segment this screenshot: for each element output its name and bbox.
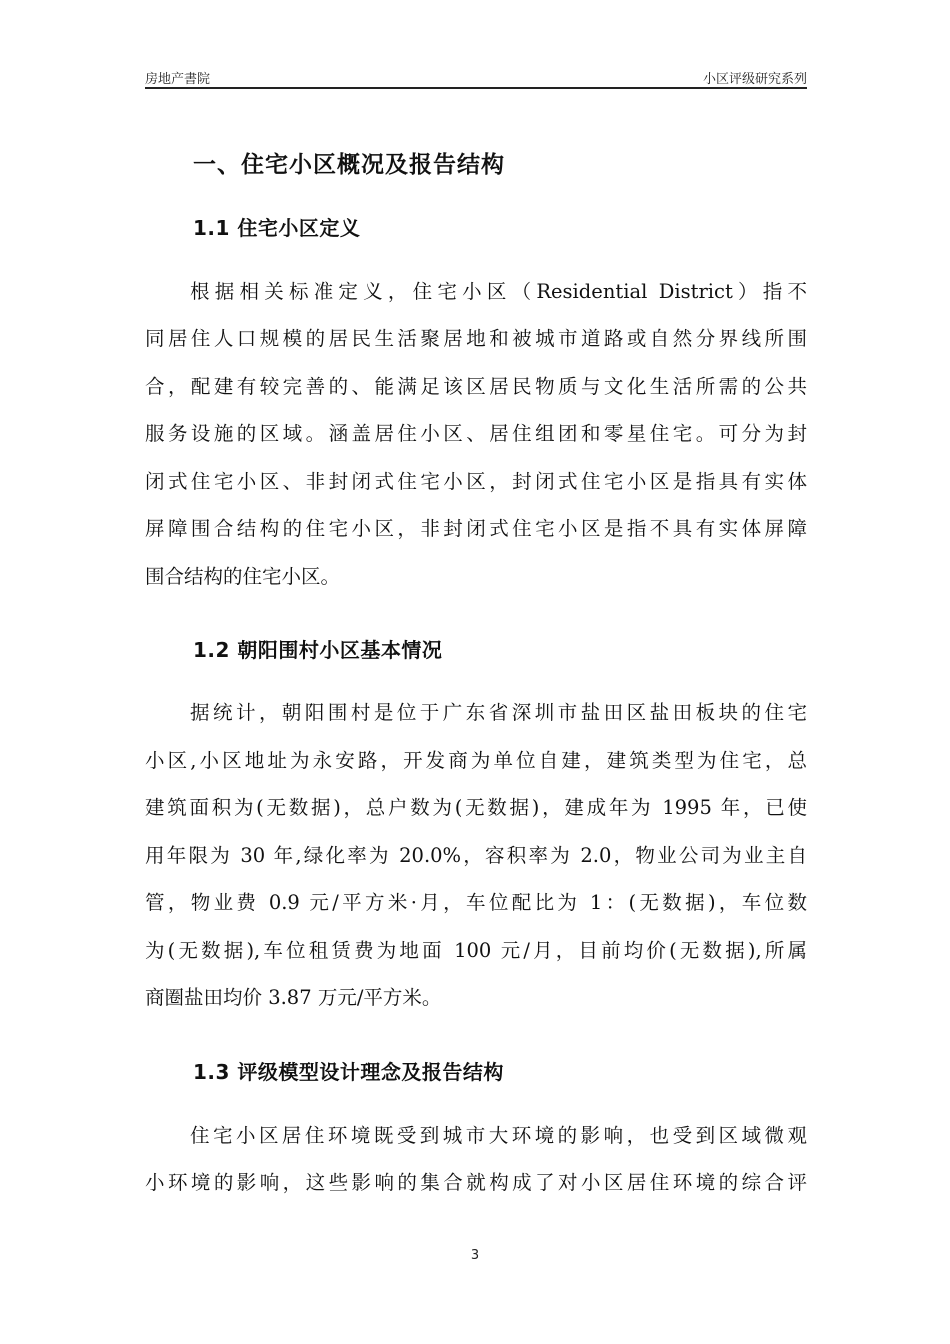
paragraph-line: 住宅小区居住环境既受到城市大环境的影响，也受到区域微观 bbox=[190, 1124, 807, 1147]
paragraph-line: 围合结构的住宅小区。 bbox=[145, 565, 341, 588]
page-header bbox=[145, 66, 807, 88]
page-number: 3 bbox=[470, 1248, 480, 1263]
paragraph-line: 管，物业费 0.9 元/平方米·月，车位配比为 1：(无数据)，车位数 bbox=[145, 891, 807, 914]
paragraph-line: 小区,小区地址为永安路，开发商为单位自建，建筑类型为住宅，总 bbox=[145, 749, 807, 772]
paragraph-line: 小环境的影响，这些影响的集合就构成了对小区居住环境的综合评 bbox=[145, 1171, 807, 1194]
paragraph-line: 闭式住宅小区、非封闭式住宅小区，封闭式住宅小区是指具有实体 bbox=[145, 470, 807, 493]
paragraph-line: 合，配建有较完善的、能满足该区居民物质与文化生活所需的公共 bbox=[145, 375, 807, 398]
paragraph-line: 根据相关标准定义，住宅小区（Residential District）指不 bbox=[190, 280, 807, 303]
paragraph-line: 为(无数据),车位租赁费为地面 100 元/月，目前均价(无数据),所属 bbox=[145, 939, 807, 962]
header-publisher: 房地产書院 bbox=[145, 72, 211, 87]
paragraph-line: 商圈盐田均价 3.87 万元/平方米。 bbox=[145, 986, 442, 1009]
paragraph-line: 服务设施的区域。涵盖居住小区、居住组团和零星住宅。可分为封 bbox=[145, 422, 807, 445]
section-heading-1-2: 1.2 朝阳围村小区基本情况 bbox=[193, 638, 443, 662]
chapter-title: 一、住宅小区概况及报告结构 bbox=[193, 152, 505, 178]
paragraph-line: 屏障围合结构的住宅小区，非封闭式住宅小区是指不具有实体屏障 bbox=[145, 517, 807, 540]
header-series: 小区评级研究系列 bbox=[702, 72, 807, 87]
paragraph-line: 用年限为 30 年,绿化率为 20.0%，容积率为 2.0，物业公司为业主自 bbox=[145, 844, 807, 867]
paragraph-line: 据统计，朝阳围村是位于广东省深圳市盐田区盐田板块的住宅 bbox=[190, 701, 807, 724]
header-divider bbox=[145, 87, 807, 89]
section-heading-1-1: 1.1 住宅小区定义 bbox=[193, 216, 361, 240]
paragraph-line: 同居住人口规模的居民生活聚居地和被城市道路或自然分界线所围 bbox=[145, 327, 807, 350]
section-heading-1-3: 1.3 评级模型设计理念及报告结构 bbox=[193, 1060, 504, 1084]
paragraph-line: 建筑面积为(无数据)，总户数为(无数据)，建成年为 1995 年，已使 bbox=[145, 796, 807, 819]
